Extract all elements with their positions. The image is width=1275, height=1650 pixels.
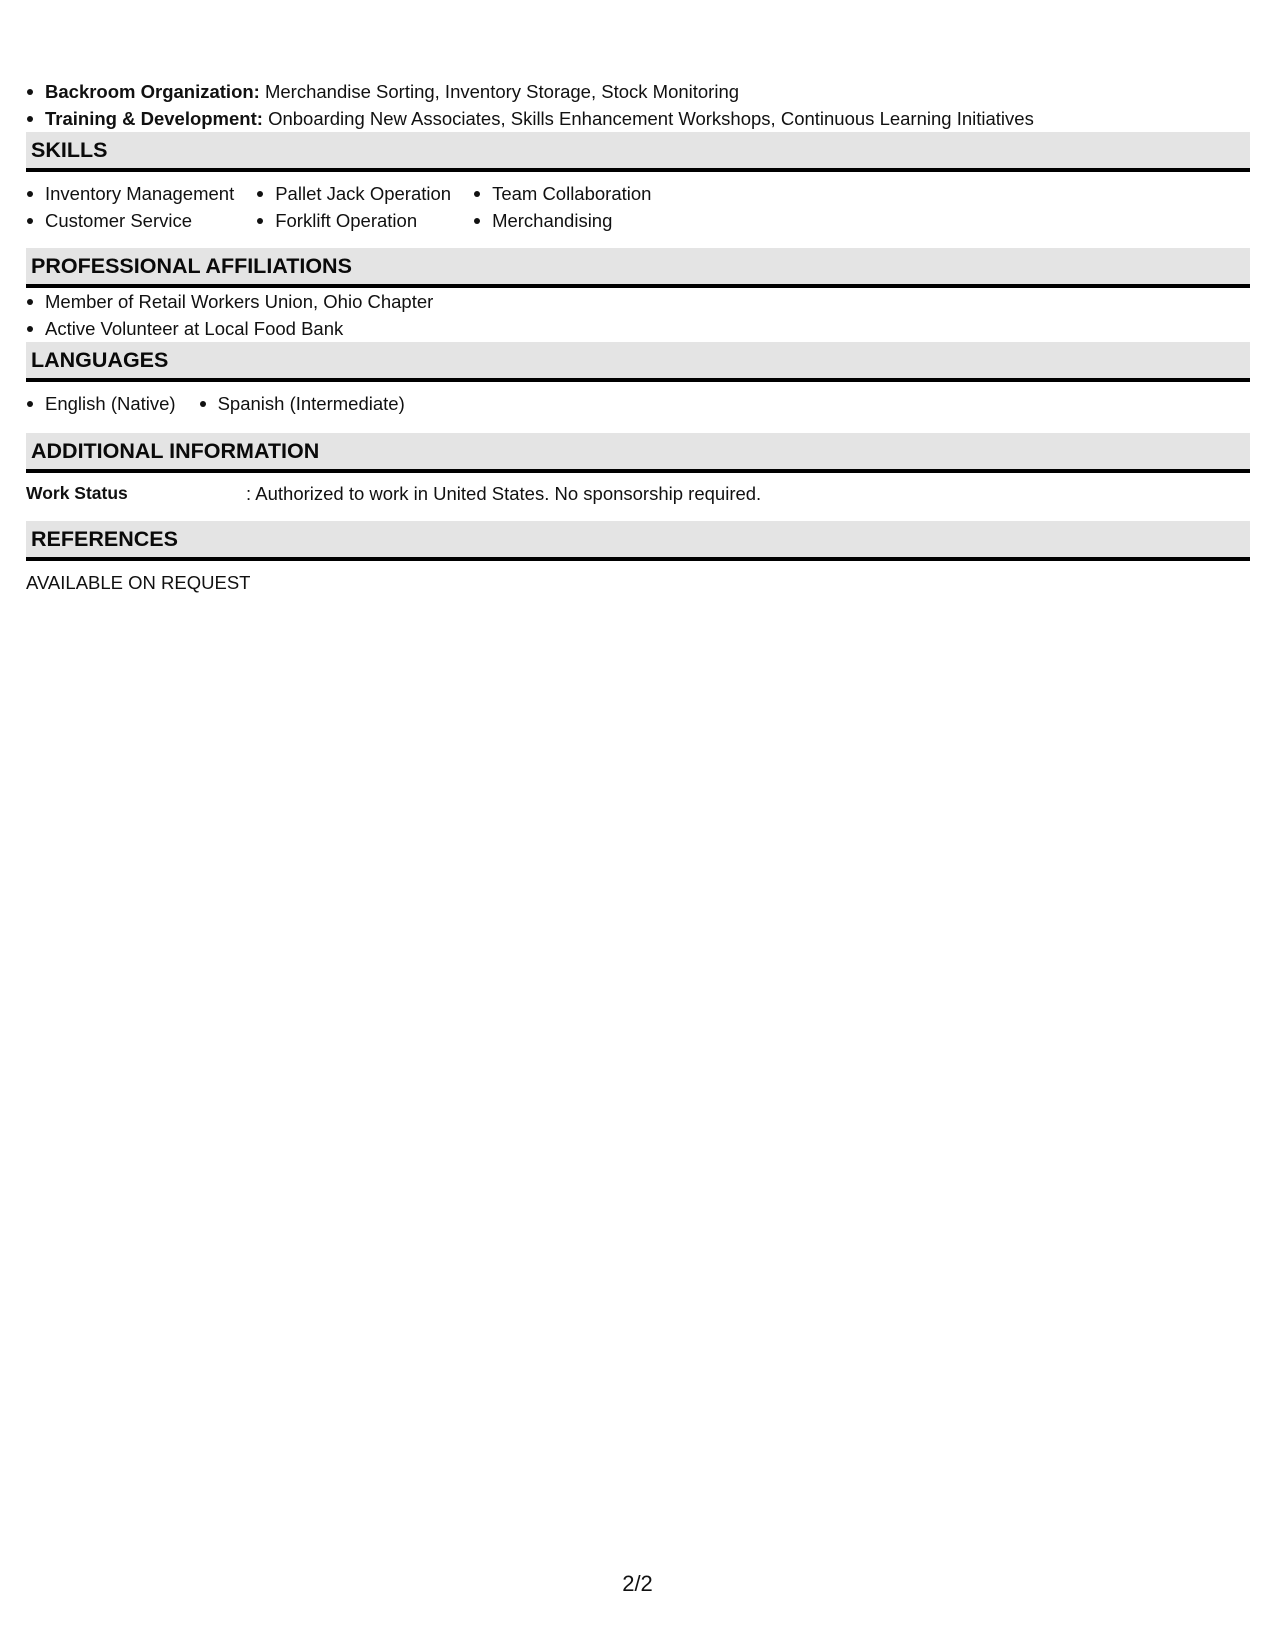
skills-column — [473, 180, 651, 234]
skill-item: Forklift Operation — [256, 207, 451, 234]
skills-section-header — [26, 132, 1250, 172]
section-title: PROFESSIONAL AFFILIATIONS — [31, 253, 352, 278]
list-item — [26, 78, 1250, 105]
highlight-label: Training & Development: — [45, 108, 263, 129]
work-status-value: : Authorized to work in United States. No sponsorship required. — [246, 483, 762, 504]
affiliations-section-header — [26, 248, 1250, 288]
languages-row — [26, 390, 1250, 417]
resume-page — [26, 78, 1250, 596]
references-section-header — [26, 521, 1250, 561]
page-number: 2/2 — [622, 1571, 653, 1596]
language-item: English (Native) — [26, 390, 176, 417]
affiliation-item: Member of Retail Workers Union, Ohio Chapter — [26, 288, 1250, 315]
skill-item: Customer Service — [26, 207, 234, 234]
highlight-label: Backroom Organization: — [45, 81, 260, 102]
section-title: REFERENCES — [31, 526, 178, 551]
affiliations-list — [26, 288, 1250, 342]
languages-list — [26, 390, 428, 417]
highlight-text: Onboarding New Associates, Skills Enhancement Workshops, Continuous Learning Initiatives — [268, 108, 1034, 129]
section-title: LANGUAGES — [31, 347, 169, 372]
references-text: AVAILABLE ON REQUEST — [26, 572, 251, 593]
skill-item: Pallet Jack Operation — [256, 180, 451, 207]
experience-highlights-list — [26, 78, 1250, 132]
skills-grid — [26, 180, 1250, 234]
list-item — [26, 105, 1250, 132]
skills-column — [256, 180, 451, 234]
affiliation-item: Active Volunteer at Local Food Bank — [26, 315, 1250, 342]
highlight-text: Merchandise Sorting, Inventory Storage, Stock Monitoring — [264, 81, 740, 102]
skill-item: Inventory Management — [26, 180, 234, 207]
languages-section-header — [26, 342, 1250, 382]
language-item: Spanish (Intermediate) — [199, 390, 405, 417]
skill-item: Merchandising — [473, 207, 651, 234]
work-status-label: Work Status — [26, 483, 128, 503]
work-status-row — [26, 480, 1250, 507]
section-title: SKILLS — [31, 137, 108, 162]
additional-info-section-header — [26, 433, 1250, 473]
section-title: ADDITIONAL INFORMATION — [31, 438, 320, 463]
skills-column — [26, 180, 234, 234]
skill-item: Team Collaboration — [473, 180, 651, 207]
